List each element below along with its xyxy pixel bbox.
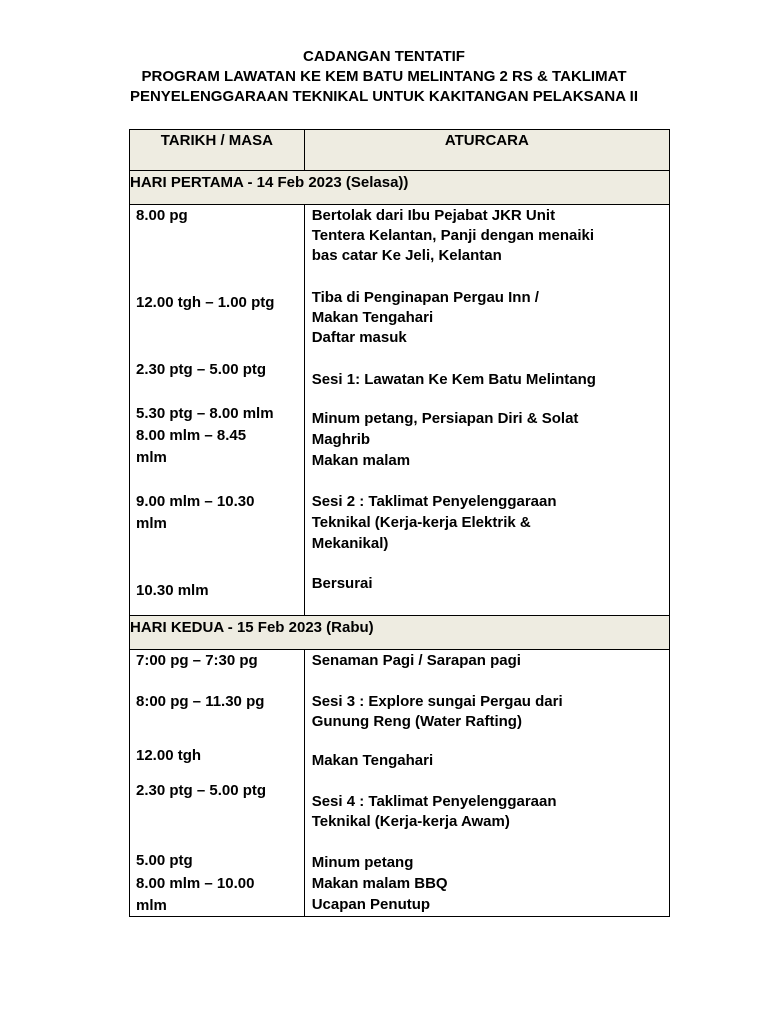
table-header-row	[130, 130, 670, 171]
day-1-time: 5.30 ptg – 8.00 mlm	[136, 405, 274, 422]
day-2-agenda-line: Sesi 3 : Explore sungai Pergau dari	[311, 693, 563, 710]
document-title	[0, 47, 768, 107]
day-2-time: 7:00 pg – 7:30 pg	[136, 652, 258, 669]
day-2-agenda-line: Ucapan Penutup	[311, 896, 431, 913]
day-2-time: 12.00 tgh	[136, 747, 202, 764]
day-2-agenda-line: Senaman Pagi / Sarapan pagi	[311, 652, 521, 669]
day-1-agenda-line: Makan Tengahari	[311, 309, 434, 326]
day-2-label: HARI KEDUA - 15 Feb 2023 (Rabu)	[130, 616, 670, 650]
day-1-agenda-line: Sesi 2 : Taklimat Penyelenggaraan	[311, 493, 557, 510]
day-1-time: mlm	[136, 449, 167, 466]
day-1-time: 8.00 mlm – 8.45	[136, 427, 247, 444]
day-1-time: 12.00 tgh – 1.00 ptg	[136, 294, 275, 311]
title-line-3: PENYELENGGARAAN TEKNIKAL UNTUK KAKITANGAN PELAKSANA II	[129, 88, 639, 105]
day-1-times-cell	[130, 205, 305, 616]
day-1-time: 10.30 mlm	[136, 582, 209, 599]
day-1-label: HARI PERTAMA - 14 Feb 2023 (Selasa))	[130, 171, 670, 205]
column-header-time: TARIKH / MASA	[130, 130, 305, 171]
day-1-agenda-line: Tentera Kelantan, Panji dengan menaiki	[311, 227, 595, 244]
day-2-agenda-line: Minum petang	[311, 854, 414, 871]
day-2-schedule-row	[130, 650, 670, 917]
day-1-time: mlm	[136, 515, 167, 532]
day-2-agenda-line: Makan malam BBQ	[311, 875, 448, 892]
day-2-time: mlm	[136, 897, 167, 914]
day-1-heading-row	[130, 171, 670, 205]
day-2-agenda-line: Gunung Reng (Water Rafting)	[311, 713, 522, 730]
day-2-agenda-line: Sesi 4 : Taklimat Penyelenggaraan	[311, 793, 557, 810]
day-2-agenda-line: Makan Tengahari	[311, 752, 434, 769]
day-2-agenda-line: Teknikal (Kerja-kerja Awam)	[311, 813, 510, 830]
day-1-agenda-line: Maghrib	[311, 431, 371, 448]
day-1-time: 8.00 pg	[136, 207, 188, 224]
day-2-time: 2.30 ptg – 5.00 ptg	[136, 782, 267, 799]
day-1-agenda-line: Mekanikal)	[311, 535, 389, 552]
day-1-agenda-line: Bertolak dari Ibu Pejabat JKR Unit	[311, 207, 556, 224]
schedule-table	[129, 129, 670, 917]
day-1-agenda-line: Makan malam	[311, 452, 411, 469]
day-1-agenda-line: Minum petang, Persiapan Diri & Solat	[311, 410, 579, 427]
day-2-time: 8.00 mlm – 10.00	[136, 875, 255, 892]
day-1-agenda-line: Bersurai	[311, 575, 373, 592]
day-1-time: 9.00 mlm – 10.30	[136, 493, 255, 510]
day-1-agenda-line: Teknikal (Kerja-kerja Elektrik &	[311, 514, 531, 531]
day-1-schedule-row	[130, 205, 670, 616]
day-1-agenda-line: Sesi 1: Lawatan Ke Kem Batu Melintang	[311, 371, 596, 388]
day-2-agenda-cell	[304, 650, 669, 917]
day-2-time: 8:00 pg – 11.30 pg	[136, 693, 265, 710]
title-line-2: PROGRAM LAWATAN KE KEM BATU MELINTANG 2 RS & TAKLIMAT	[141, 68, 627, 85]
day-2-time: 5.00 ptg	[136, 852, 193, 869]
column-header-agenda: ATURCARA	[304, 130, 669, 171]
title-line-1: CADANGAN TENTATIF	[303, 48, 465, 65]
day-2-heading-row	[130, 616, 670, 650]
day-1-agenda-line: bas catar Ke Jeli, Kelantan	[311, 247, 502, 264]
day-1-agenda-line: Tiba di Penginapan Pergau Inn /	[311, 289, 539, 306]
day-2-times-cell	[130, 650, 305, 917]
day-1-time: 2.30 ptg – 5.00 ptg	[136, 361, 267, 378]
day-1-agenda-cell	[304, 205, 669, 616]
day-1-agenda-line: Daftar masuk	[311, 329, 407, 346]
